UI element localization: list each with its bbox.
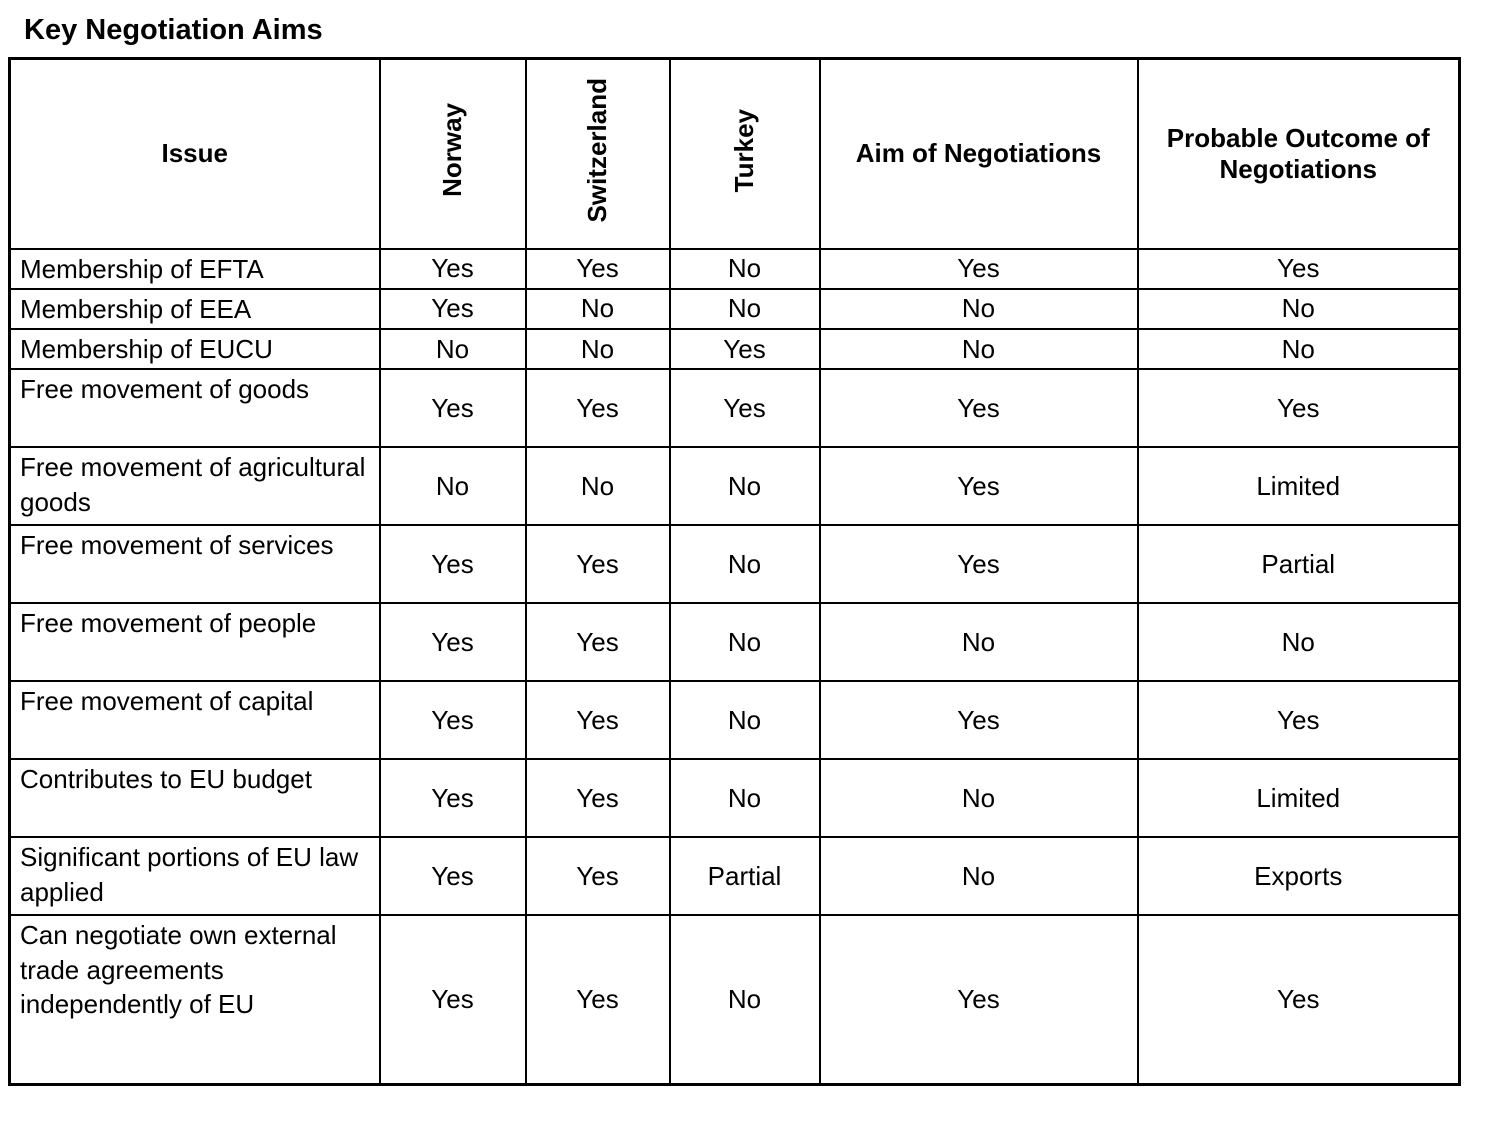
value-cell: Yes — [526, 525, 670, 603]
value-cell: Yes — [380, 915, 526, 1084]
value-cell: Yes — [380, 289, 526, 329]
value-cell: No — [820, 329, 1138, 369]
value-cell: No — [1138, 329, 1460, 369]
issue-cell: Contributes to EU budget — [10, 759, 380, 837]
value-cell: Yes — [380, 837, 526, 915]
value-cell: Yes — [526, 249, 670, 289]
column-header-turkey — [670, 59, 820, 249]
value-cell: No — [820, 759, 1138, 837]
table-row — [10, 681, 1460, 759]
issue-cell: Can negotiate own external trade agreements independently of EU — [10, 915, 380, 1084]
value-cell: No — [670, 759, 820, 837]
column-header-switzerland — [526, 59, 670, 249]
column-header-switzerland-label: Switzerland — [582, 78, 612, 223]
value-cell: No — [1138, 289, 1460, 329]
value-cell: No — [670, 603, 820, 681]
value-cell: Yes — [1138, 369, 1460, 447]
issue-cell: Free movement of agricultural goods — [10, 447, 380, 525]
value-cell: Yes — [820, 915, 1138, 1084]
value-cell: Yes — [526, 681, 670, 759]
issue-cell: Free movement of services — [10, 525, 380, 603]
value-cell: Yes — [820, 525, 1138, 603]
issue-cell: Free movement of goods — [10, 369, 380, 447]
value-cell: Yes — [820, 447, 1138, 525]
table-row — [10, 915, 1460, 1084]
value-cell: No — [670, 525, 820, 603]
negotiation-aims-table — [8, 57, 1461, 1086]
value-cell: No — [670, 289, 820, 329]
column-header-norway — [380, 59, 526, 249]
value-cell: No — [670, 447, 820, 525]
issue-cell: Membership of EUCU — [10, 329, 380, 369]
value-cell: Yes — [820, 681, 1138, 759]
column-header-norway-label: Norway — [437, 103, 467, 198]
value-cell: Yes — [526, 603, 670, 681]
value-cell: Limited — [1138, 759, 1460, 837]
issue-cell: Significant portions of EU law applied — [10, 837, 380, 915]
value-cell: No — [526, 289, 670, 329]
value-cell: Yes — [380, 369, 526, 447]
value-cell: Yes — [820, 369, 1138, 447]
value-cell: No — [670, 249, 820, 289]
value-cell: Yes — [1138, 915, 1460, 1084]
value-cell: Partial — [1138, 525, 1460, 603]
table-row — [10, 249, 1460, 289]
value-cell: Yes — [526, 915, 670, 1084]
value-cell: Yes — [670, 369, 820, 447]
value-cell: No — [820, 289, 1138, 329]
issue-cell: Membership of EFTA — [10, 249, 380, 289]
table-row — [10, 837, 1460, 915]
table-row — [10, 369, 1460, 447]
value-cell: Yes — [380, 681, 526, 759]
value-cell: Yes — [380, 603, 526, 681]
value-cell: Limited — [1138, 447, 1460, 525]
value-cell: Yes — [1138, 249, 1460, 289]
value-cell: Partial — [670, 837, 820, 915]
value-cell: Yes — [526, 369, 670, 447]
table-row — [10, 603, 1460, 681]
table-row — [10, 525, 1460, 603]
column-header-outcome: Probable Outcome of Negotiations — [1138, 59, 1460, 249]
issue-cell: Free movement of people — [10, 603, 380, 681]
value-cell: No — [526, 447, 670, 525]
value-cell: Yes — [1138, 681, 1460, 759]
value-cell: No — [380, 329, 526, 369]
value-cell: No — [670, 915, 820, 1084]
value-cell: Yes — [820, 249, 1138, 289]
value-cell: No — [820, 837, 1138, 915]
issue-cell: Membership of EEA — [10, 289, 380, 329]
value-cell: No — [1138, 603, 1460, 681]
column-header-aim: Aim of Negotiations — [820, 59, 1138, 249]
value-cell: Yes — [526, 759, 670, 837]
value-cell: No — [380, 447, 526, 525]
value-cell: No — [820, 603, 1138, 681]
value-cell: No — [526, 329, 670, 369]
column-header-turkey-label: Turkey — [729, 108, 759, 192]
value-cell: Exports — [1138, 837, 1460, 915]
value-cell: Yes — [380, 525, 526, 603]
value-cell: Yes — [526, 837, 670, 915]
table-row — [10, 447, 1460, 525]
value-cell: Yes — [380, 249, 526, 289]
table-row — [10, 289, 1460, 329]
column-header-issue: Issue — [10, 59, 380, 249]
value-cell: Yes — [380, 759, 526, 837]
value-cell: No — [670, 681, 820, 759]
table-row — [10, 759, 1460, 837]
page-title: Key Negotiation Aims — [24, 14, 323, 46]
header-row — [10, 59, 1460, 249]
issue-cell: Free movement of capital — [10, 681, 380, 759]
value-cell: Yes — [670, 329, 820, 369]
table-row — [10, 329, 1460, 369]
